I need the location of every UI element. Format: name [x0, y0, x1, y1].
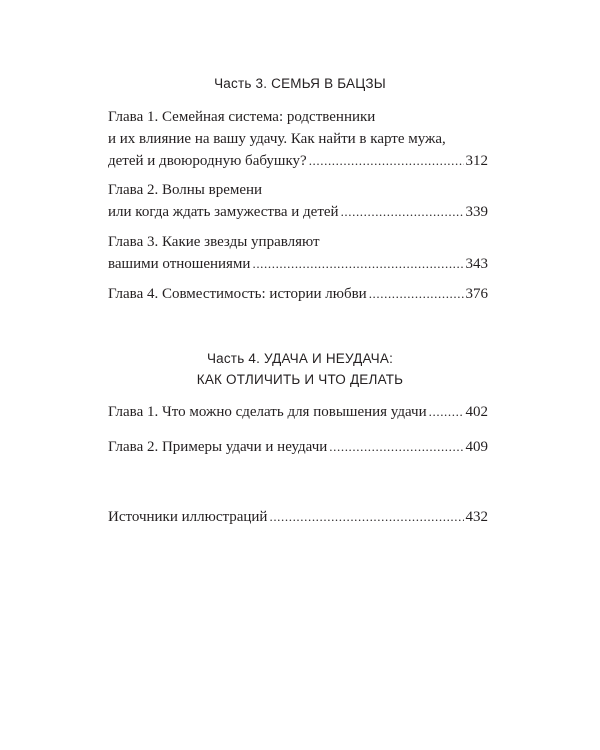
toc-entry-last-line — [108, 150, 488, 172]
toc-entry-last-line — [108, 401, 488, 423]
dot-leader — [269, 506, 463, 528]
part-4-title-line2: КАК ОТЛИЧИТЬ И ЧТО ДЕЛАТЬ — [196, 372, 404, 387]
page-number: 402 — [465, 404, 488, 420]
toc-entry-text: Источники иллюстраций — [108, 509, 268, 525]
toc-entry-text-line: Глава 2. Волны времени — [108, 182, 263, 198]
dot-leader — [329, 436, 463, 458]
toc-entry-last-line — [108, 436, 488, 458]
toc-entry-text: Глава 4. Совместимость: истории любви — [108, 286, 367, 302]
toc-entry-text: Глава 2. Примеры удачи и неудачи — [108, 439, 328, 455]
dot-leader — [309, 150, 464, 172]
dot-leader — [341, 201, 464, 223]
toc-entry-last-line — [108, 506, 488, 528]
toc-entry-text: детей и двоюродную бабушку? — [108, 153, 307, 169]
part-4-heading — [0, 348, 600, 390]
toc-entry-text: вашими отношениями — [108, 256, 251, 272]
page-number: 312 — [465, 153, 488, 169]
dot-leader — [252, 253, 463, 275]
toc-entry-text: или когда ждать замужества и детей — [108, 204, 339, 220]
part-4-title-line1: Часть 4. УДАЧА И НЕУДАЧА: — [206, 351, 394, 366]
toc-entry-last-line — [108, 253, 488, 275]
page-number: 409 — [465, 439, 488, 455]
toc-entry-part3-chapter4[interactable] — [108, 283, 488, 305]
toc-entry-text-line: и их влияние на вашу удачу. Как найти в карте мужа, — [108, 131, 446, 147]
part-3-heading — [0, 73, 600, 94]
toc-entry-part4-chapter2[interactable] — [108, 436, 488, 458]
toc-entry-part3-chapter3[interactable] — [108, 231, 488, 275]
page-number: 343 — [465, 256, 488, 272]
page-number: 339 — [465, 204, 488, 220]
toc-entry-part3-chapter1[interactable] — [108, 106, 488, 172]
toc-entry-part4-chapter1[interactable] — [108, 401, 488, 423]
toc-entry-last-line — [108, 201, 488, 223]
dot-leader — [369, 283, 464, 305]
part-3-title: Часть 3. СЕМЬЯ В БАЦЗЫ — [214, 76, 386, 91]
toc-entry-part3-chapter2[interactable] — [108, 179, 488, 223]
toc-entry-text-line: Глава 1. Семейная система: родственники — [108, 109, 376, 125]
toc-entry-sources[interactable] — [108, 506, 488, 528]
page-number: 376 — [465, 286, 488, 302]
page-number: 432 — [465, 509, 488, 525]
toc-entry-last-line — [108, 283, 488, 305]
dot-leader — [429, 401, 464, 423]
toc-entry-text-line: Глава 3. Какие звезды управляют — [108, 234, 320, 250]
toc-entry-text: Глава 1. Что можно сделать для повышения удачи — [108, 404, 427, 420]
